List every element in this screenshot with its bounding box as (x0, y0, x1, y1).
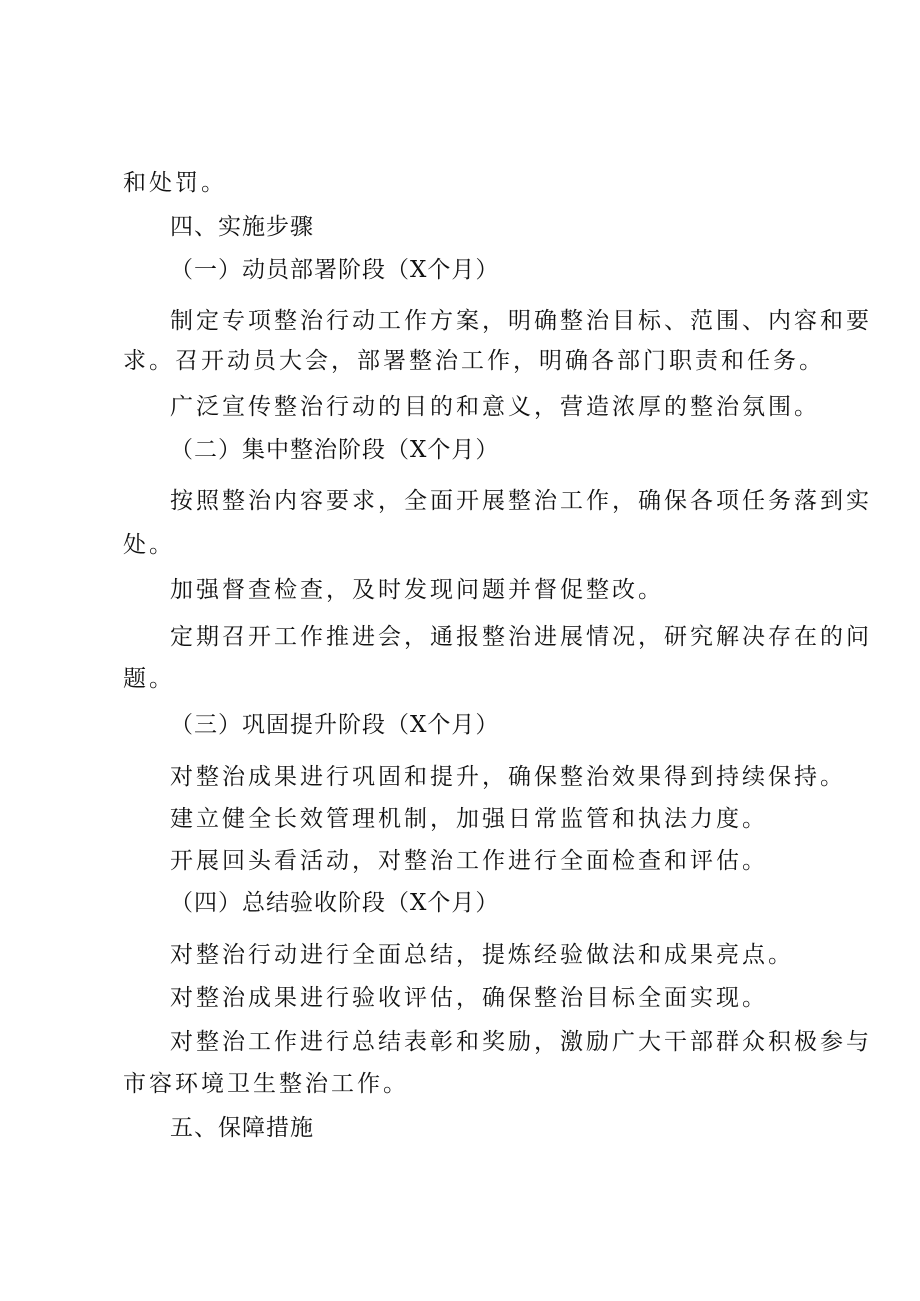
subsection-heading-acceptance: （四）总结验收阶段（X个月） (170, 890, 500, 916)
paragraph-line: 建立健全长效管理机制，加强日常监管和执法力度。 (170, 806, 768, 832)
subsection-heading-mobilization: （一）动员部署阶段（X个月） (170, 257, 500, 283)
subsection-heading-concentrated: （二）集中整治阶段（X个月） (170, 437, 500, 463)
paragraph-line: 定期召开工作推进会，通报整治进展情况，研究解决存在的问 (170, 624, 872, 650)
paragraph-line: 求。召开动员大会，部署整治工作，明确各部门职责和任务。 (123, 348, 825, 374)
paragraph-line: 题。 (123, 666, 175, 692)
paragraph-line: 对整治成果进行巩固和提升，确保整治效果得到持续保持。 (170, 764, 846, 790)
paragraph-line: 对整治工作进行总结表彰和奖励，激励广大干部群众积极参与 (170, 1029, 872, 1055)
paragraph-line: 处。 (123, 532, 175, 558)
paragraph-line: 对整治行动进行全面总结，提炼经验做法和成果亮点。 (170, 942, 794, 968)
paragraph-line: 市容环境卫生整治工作。 (123, 1071, 409, 1097)
section-heading-safeguards: 五、保障措施 (170, 1115, 314, 1141)
subsection-heading-consolidation: （三）巩固提升阶段（X个月） (170, 712, 500, 738)
paragraph-line: 按照整治内容要求，全面开展整治工作，确保各项任务落到实 (170, 488, 872, 514)
paragraph-line: 开展回头看活动，对整治工作进行全面检查和评估。 (170, 848, 768, 874)
paragraph-line: 加强督查检查，及时发现问题并督促整改。 (170, 577, 664, 603)
paragraph-line: 广泛宣传整治行动的目的和意义，营造浓厚的整治氛围。 (170, 394, 820, 420)
paragraph-line: 对整治成果进行验收评估，确保整治目标全面实现。 (170, 985, 768, 1011)
section-heading-implementation-steps: 四、实施步骤 (170, 214, 314, 240)
paragraph-continuation: 和处罚。 (123, 170, 227, 196)
paragraph-line: 制定专项整治行动工作方案，明确整治目标、范围、内容和要 (170, 308, 872, 334)
